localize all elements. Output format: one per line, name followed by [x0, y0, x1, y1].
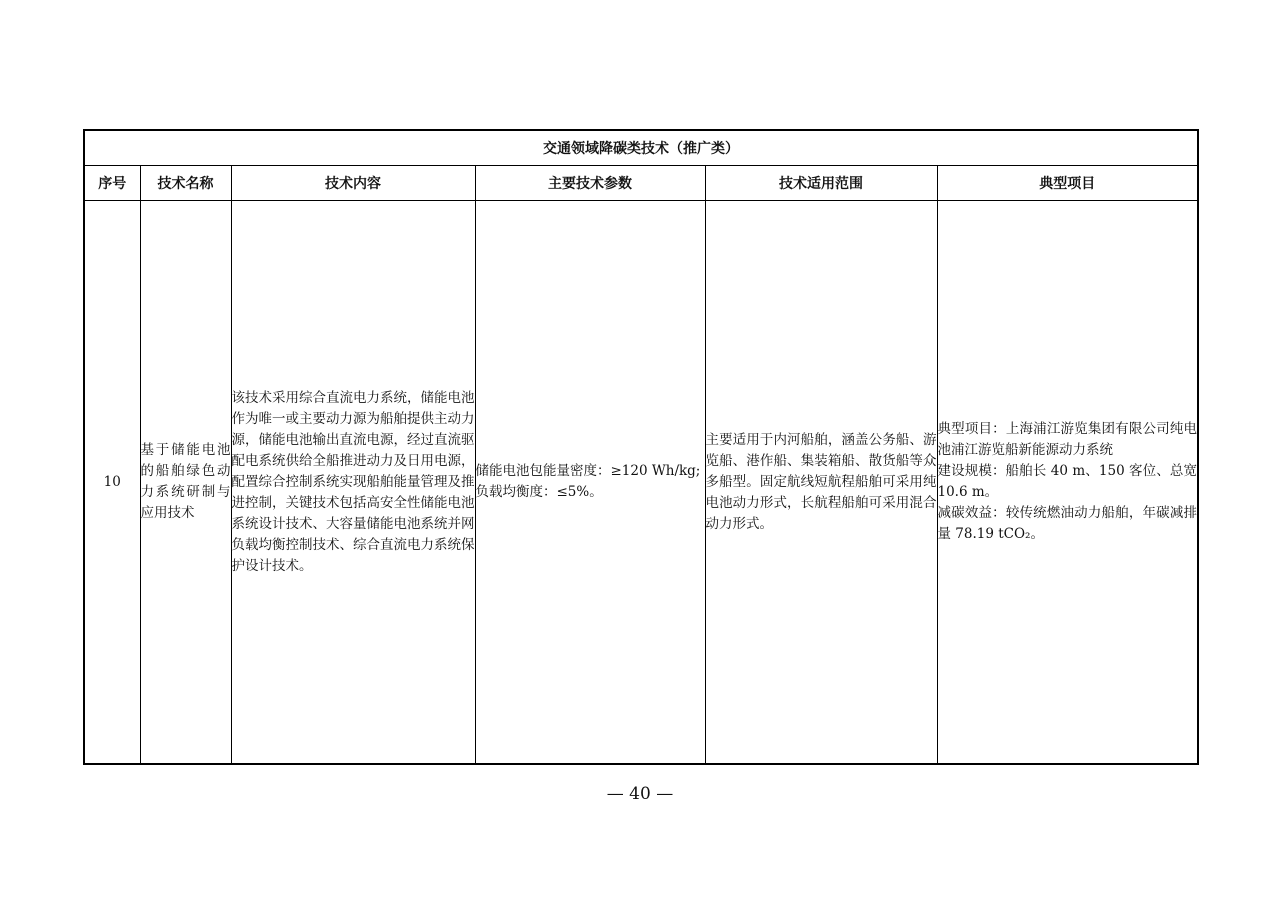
row-projects	[937, 201, 1198, 765]
tech-table	[83, 129, 1199, 765]
row-scope: 主要适用于内河船舶，涵盖公务船、游览船、港作船、集装箱船、散货船等众多船型。固定航线短航程船舶可采用纯电池动力形式，长航程船舶可采用混合动力形式。	[705, 201, 937, 765]
header-tech-name: 技术名称	[140, 166, 231, 201]
row-tech-content: 该技术采用综合直流电力系统，储能电池作为唯一或主要动力源为船舶提供主动力源，储能电池输出直流电源，经过直流驱配电系统供给全船推进动力及日用电源，配置综合控制系统实现船舶能量管理及推进控制，关键技术包括高安全性储能电池系统设计技术、大容量储能电池系统并网负载均衡控制技术、综合直流电力系统保护设计技术。	[231, 201, 475, 765]
row-tech-params	[475, 201, 705, 765]
header-tech-content: 技术内容	[231, 166, 475, 201]
header-projects: 典型项目	[937, 166, 1198, 201]
table-row	[84, 201, 1198, 765]
row-number: 10	[84, 201, 140, 765]
project-scale: 建设规模：船舶长 40 m、150 客位、总宽 10.6 m。	[937, 463, 1197, 500]
project-benefit: 减碳效益：较传统燃油动力船舶，年碳减排量 78.19 tCO₂。	[937, 505, 1197, 542]
header-number: 序号	[84, 166, 140, 201]
page-number: — 40 —	[606, 784, 674, 804]
header-tech-params: 主要技术参数	[475, 166, 705, 201]
project-name: 典型项目：上海浦江游览集团有限公司纯电池浦江游览船新能源动力系统	[937, 421, 1197, 458]
param-load-balance: 负载均衡度：≤5%。	[475, 484, 603, 500]
param-energy-density: 储能电池包能量密度：≥120 Wh/kg;	[475, 463, 701, 479]
table-title: 交通领域降碳类技术（推广类）	[84, 130, 1198, 166]
row-tech-name: 基于储能电池的船舶绿色动力系统研制与应用技术	[140, 201, 231, 765]
header-scope: 技术适用范围	[705, 166, 937, 201]
